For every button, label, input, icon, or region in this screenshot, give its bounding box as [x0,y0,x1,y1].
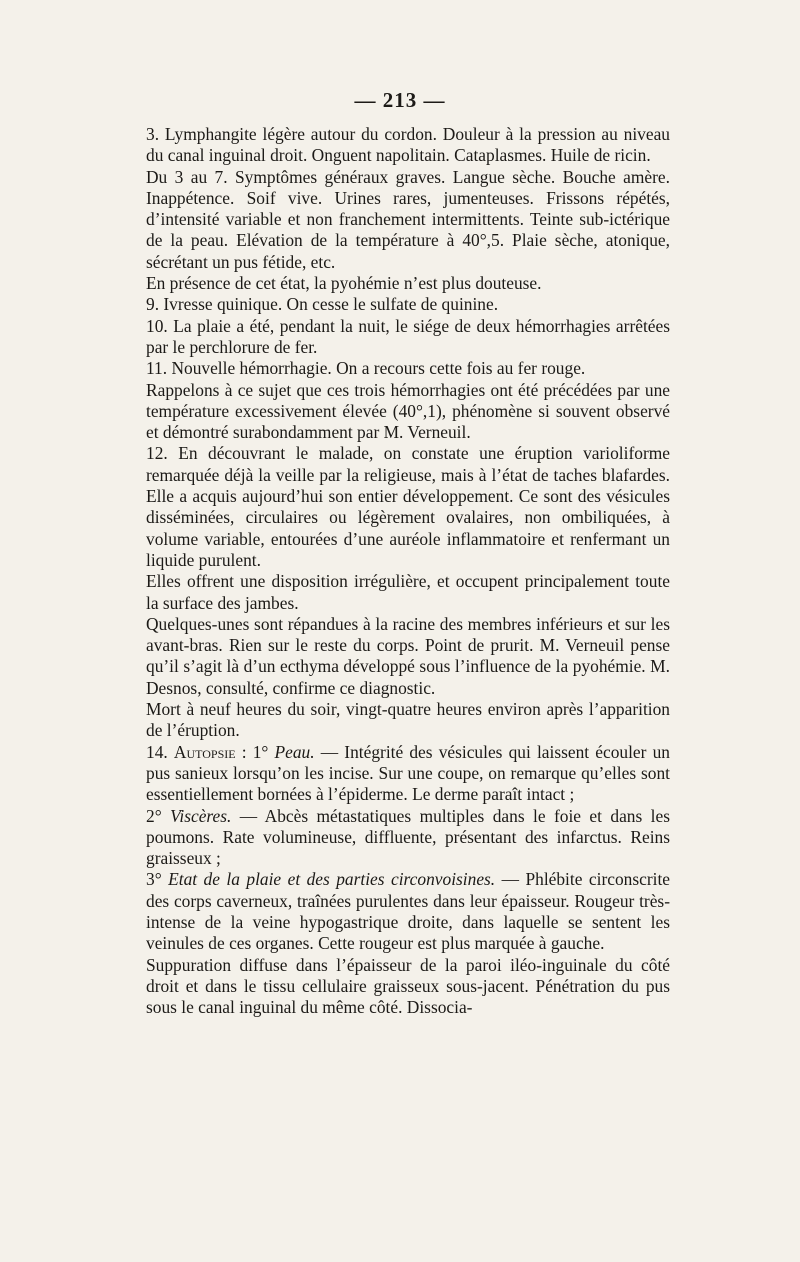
paragraph-mort: Mort à neuf heures du soir, vingt-quatre heures environ après l’apparition de l’éruption. [146,699,670,741]
paragraph-etat-plaie [146,869,670,954]
paragraph-3-to-7: Du 3 au 7. Symptômes généraux graves. Langue sèche. Bouche amère. Inappétence. Soif vive. Urines rares, jumenteuses. Frissons répétés, d’intensité variable et non franchement intermittents. Teinte sub-ictérique de la peau. Elévation de la température à 40°,5. Plaie sèche, atonique, sécrétant un pus fétide, etc. [146,166,670,272]
paragraph-mid: : 1° [235,741,275,762]
paragraph-3: 3. Lymphangite légère autour du cordon. Douleur à la pression au niveau du canal inguinal droit. Onguent napolitain. Cataplasmes. Huile de ricin. [146,124,670,166]
paragraph-10: 10. La plaie a été, pendant la nuit, le siége de deux hémorrhagies arrêtées par le perchlorure de fer. [146,315,670,357]
paragraph-9: 9. Ivresse quinique. On cesse le sulfate de quinine. [146,294,499,315]
paragraph-lead: 2° [146,805,171,826]
paragraph-lead: 14. [146,741,174,762]
body-text [146,124,670,1018]
paragraph-lead: 3° [146,869,169,890]
section-heading-etat-plaie: Etat de la plaie et des parties circonvoisines. [168,869,496,890]
section-heading-peau: Peau. [274,741,315,762]
paragraph-14-autopsie [146,742,670,806]
autopsie-heading: Autopsie [173,741,236,762]
section-heading-visceres: Viscères. [170,805,232,826]
paragraph-body: — Intégrité des vésicules qui laissent écouler un pus sanieux lorsqu’on les incise. Sur une coupe, on remarque qu’elles sont essentiellement bornées à l’épiderme. Le derme paraît intact ; [146,741,670,805]
paragraph-quelques-unes: Quelques-unes sont répandues à la racine des membres inférieurs et sur les avant-bras. Rien sur le reste du corps. Point de prurit. M. Verneuil pense qu’il s’agit là d’un ecthyma développé sous l’influence de la pyohémie. M. Desnos, consulté, confirme ce diagnostic. [146,613,670,698]
paragraph-body: — Phlébite circonscrite des corps caverneux, traînées purulentes dans leur épaisseur. Rougeur très-intense de la veine hypogastrique droite, dans laquelle se sentent les veinules de ces organes. Cette rougeur est plus marquée à gauche. [146,869,671,954]
paragraph-body: — Abcès métastatiques multiples dans le foie et dans les poumons. Rate volumineuse, diffluente, présentant des infarctus. Reins graisseux ; [146,805,670,869]
paragraph-12: 12. En découvrant le malade, on constate une éruption varioliforme remarquée déjà la veille par la religieuse, mais à l’état de taches blafardes. Elle a acquis aujourd’hui son entier développement. Ce sont des vésicules disséminées, circulaires ou légèrement ovalaires, non ombiliquées, à volume variable, entourées d’une auréole inflammatoire et renfermant un liquide purulent. [146,443,670,570]
paragraph-suppuration: Suppuration diffuse dans l’épaisseur de la paroi iléo-inguinale du côté droit et dans le tissu cellulaire graisseux sous-jacent. Pénétration du pus sous le canal inguinal du même côté. Dissocia- [146,954,670,1018]
paragraph-visceres [146,806,670,870]
paragraph-pyohemie: En présence de cet état, la pyohémie n’est plus douteuse. [146,273,542,294]
paragraph-elles-offrent: Elles offrent une disposition irrégulière, et occupent principalement toute la surface des jambes. [146,571,670,613]
paragraph-rappelons: Rappelons à ce sujet que ces trois hémorrhagies ont été précédées par une température excessivement élevée (40°,1), phénomène si souvent observé et démontré surabondamment par M. Verneuil. [146,379,670,443]
paragraph-11: 11. Nouvelle hémorrhagie. On a recours cette fois au fer rouge. [146,358,586,379]
page-number: — 213 — [354,88,446,112]
